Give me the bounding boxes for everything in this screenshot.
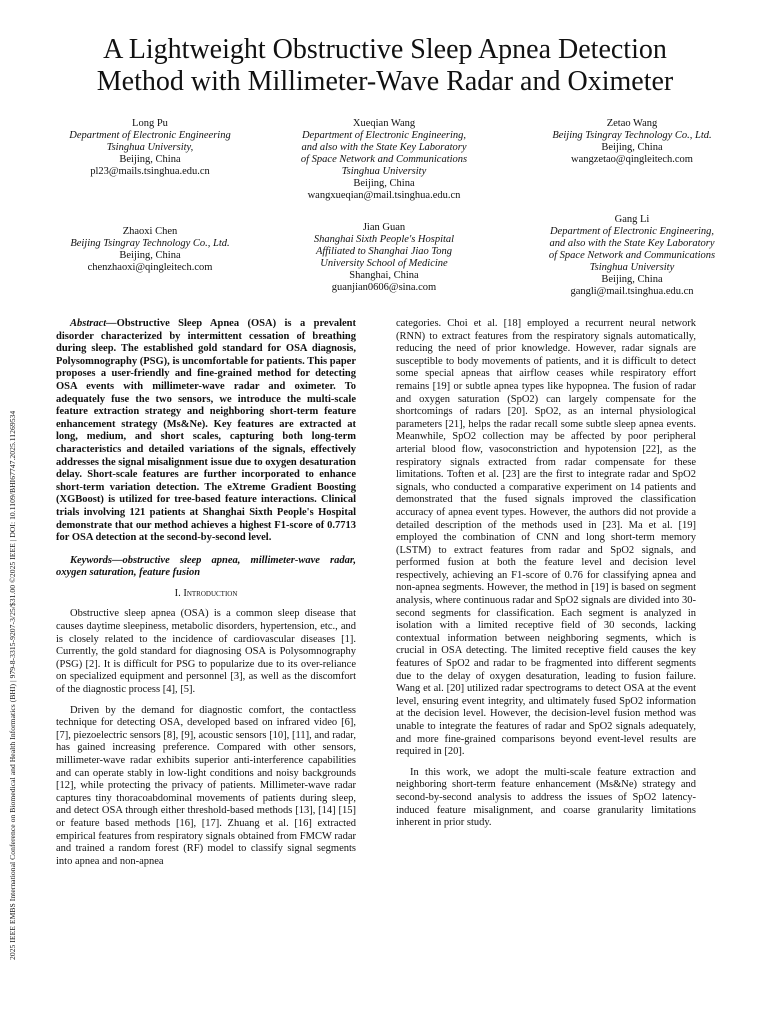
abstract	[56, 318, 356, 545]
author-location: Beijing, China	[119, 250, 181, 261]
keywords	[56, 555, 356, 580]
author-email: pl23@mails.tsinghua.edu.cn	[90, 166, 210, 177]
author-email: gangli@mail.tsinghua.edu.cn	[570, 286, 694, 297]
author-email: wangxueqian@mail.tsinghua.edu.cn	[307, 190, 461, 201]
intro-paragraph-2: Driven by the demand for diagnostic comfort, the contactless technique for detecting OSA, developed based on infrared video [6], [7], piezoelectric sensors [8], [9], acoustic sensors [10], [11], and radar, has gained increasing preference. Compared with other sensors, millimeter-wave radar exhibits superior anti-interference capabilities and can operate stably in low-light conditions and noisy backgrounds [12], while protecting the privacy of patients. Millimeter-wave radar captures tiny thoracoabdominal movements of patients during sleep, and detect OSA through either threshold-based methods [13], [14] [15] or feature based methods [16], [17]. Zhuang et al. [16] extracted empirical features from respiratory signals obtained from FMCW radar and trained a random forest (RF) model to classify signal segments into apnea and non-apnea	[56, 704, 356, 867]
right-paragraph-1: categories. Choi et al. [18] employed a recurrent neural network (RNN) to extract features from the respiratory signals automatically, reducing the need of prior knowledge. However, radar signals are susceptible to body movements of patients, and it is difficult to detect some special apneas that airflow ceases while respiratory effort remains [19] or subtle apnea types like hypopnea. The fusion of radar and oxygen saturation (SpO2) can largely compensate for the shortcomings of radars [20]. SpO2, as an internal physiological parameters [21], helps the radar recall some subtle sleep apnea events. Meanwhile, SpO2 collection may be affected by poor peripheral arterial blood flow, vasoconstriction and hypotension [22], as the respiratory signals extracted from radar compensate for these limitations. Toften et al. [23] are the first to integrate radar and SpO2 signals, who conducted a comparative experiment on 14 patients and demonstrated that the fused signals improved the classification accuracy of apnea event types. However, the authors did not provide a detailed description of the methods used in [23]. Ma et al. [19] employed the combination of CNN and long short-term memory (LSTM) to extract features from radar and SpO2 signals, and performed fusion at both the feature level and decision level respectively, achieving an F1-score of 0.76 for classifying apnea and non-apnea segments. However, the method in [19] is based on segment analysis, where continuous radar and SpO2 signals are divided into 30-second segments for classification. Each segment is analyzed in isolation with a limited receptive field of 30 seconds, lacking contextual information between neighboring segments, which is crucial in OSA detecting. The limited receptive field causes the key features of SpO2 and radar to be fragmented into different segments due to the delay of oxygen desaturation, leading to fusion failure. Wang et al. [20] utilized radar spectrograms to detect OSA at the event level, ensuring event integrity, and ultimately fused SpO2 information at the decision level. However, the decision-level fusion method was unable to integrate the features of radar and SpO2 signals adequately, and more fine-grained comparisons beyond event-level results are required in [20].	[396, 318, 696, 758]
author-affiliation: Tsinghua University,	[106, 142, 194, 153]
title-line-2: Method with Millimeter-Wave Radar and Oximeter	[96, 66, 674, 97]
author-name: Long Pu	[132, 118, 168, 129]
author-affiliation: Beijing Tsingray Technology Co., Ltd.	[70, 238, 230, 249]
abstract-text: Obstructive Sleep Apnea (OSA) is a prevalent disorder characterized by intermittent cessation of breathing during sleep. The established gold standard for OSA diagnosis, Polysomnography (PSG), is uncomfortable for patients. This paper proposes a user-friendly and fine-grained method for detecting OSA events with millimeter-wave radar and oximeter. To adequately fuse the two sensors, we introduce the multi-scale feature extraction strategy and neighboring short-term feature enhancement strategy (Ms&Ne). Key features are extracted at long, medium, and short scales, capturing both long-term characteristics and detailed variations of the signals, effectively addresses the signal misalignment issue due to oxygen desaturation delay. Short-scale features are further incorporated to enhance short-term variation detection. The eXtreme Gradient Boosting (XGBoost) is utilized for tree-based feature interactions. Clinical trials involving 121 patients at Shanghai Sixth People's Hospital demonstrate that our method achieves a highest F1-score of 0.7713 for OSA detection at the second-by-second level.	[56, 318, 356, 544]
keywords-label: Keywords—	[70, 554, 123, 566]
author-affiliation: of Space Network and Communications	[300, 154, 468, 165]
author-affiliation: Department of Electronic Engineering,	[549, 226, 715, 237]
author-name: Gang Li	[614, 214, 650, 225]
author-name: Zetao Wang	[606, 118, 658, 129]
author-block-5	[264, 222, 504, 294]
author-location: Beijing, China	[601, 142, 663, 153]
author-affiliation: Tsinghua University	[589, 262, 675, 273]
author-affiliation: Beijing Tsingray Technology Co., Ltd.	[552, 130, 712, 141]
author-block-6	[514, 214, 750, 298]
author-email: guanjian0606@sina.com	[331, 282, 437, 293]
publication-side-note: 2025 IEEE EMBS International Conference on Biomedical and Health Informatics (BHI) | 979-8-3315-9207-3/25/$31.00 ©2025 IEEE | DOI: 10.1109/BHI67747.2025.11269534	[8, 410, 17, 960]
author-name: Jian Guan	[362, 222, 406, 233]
paper-title	[50, 34, 720, 98]
author-block-3	[514, 118, 750, 166]
author-affiliation: of Space Network and Communications	[548, 250, 716, 261]
author-affiliation: Department of Electronic Engineering,	[301, 130, 467, 141]
author-name: Zhaoxi Chen	[122, 226, 178, 237]
author-name: Xueqian Wang	[352, 118, 416, 129]
author-affiliation: Tsinghua University	[341, 166, 427, 177]
section-heading-introduction: I. Introduction	[174, 587, 238, 599]
author-location: Beijing, China	[119, 154, 181, 165]
author-affiliation: and also with the State Key Laboratory	[301, 142, 467, 153]
author-email: chenzhaoxi@qingleitech.com	[87, 262, 213, 273]
intro-paragraph-1: Obstructive sleep apnea (OSA) is a common sleep disease that causes daytime sleepiness, metabolic disorders, hypertension, etc., and is closely related to the incidence of cardiovascular diseases [1]. Currently, the gold standard for diagnosing OSA is Polysomnography (PSG) [2]. It is difficult for PSG to popularize due to its over-reliance on specialized equipment and personnel [3], as well as the discomfort of the diagnostic process [4], [5].	[56, 608, 356, 696]
keywords-text: obstructive sleep apnea, millimeter-wave radar, oxygen saturation, feature fusion	[56, 554, 356, 579]
author-affiliation: University School of Medicine	[320, 258, 448, 269]
author-location: Beijing, China	[601, 274, 663, 285]
author-block-2	[264, 118, 504, 202]
author-block-1	[30, 118, 270, 178]
abstract-label: Abstract—	[70, 318, 117, 329]
author-email: wangzetao@qingleitech.com	[571, 154, 693, 165]
author-affiliation: Affiliated to Shanghai Jiao Tong	[315, 246, 453, 257]
author-affiliation: Department of Electronic Engineering	[69, 130, 231, 141]
author-location: Shanghai, China	[349, 270, 419, 281]
author-affiliation: Shanghai Sixth People's Hospital	[313, 234, 455, 245]
author-block-4	[30, 226, 270, 274]
left-column	[56, 318, 356, 868]
author-affiliation: and also with the State Key Laboratory	[549, 238, 715, 249]
title-line-1: A Lightweight Obstructive Sleep Apnea Detection	[103, 34, 667, 65]
author-location: Beijing, China	[353, 178, 415, 189]
right-paragraph-2: In this work, we adopt the multi-scale feature extraction and neighboring short-term feature enhancement (Ms&Ne) strategy and second-by-second analysis to address the issues of SpO2 latency-induced feature misalignment, and coarse granularity limitations inherent in prior study.	[396, 766, 696, 829]
right-column	[396, 318, 696, 830]
